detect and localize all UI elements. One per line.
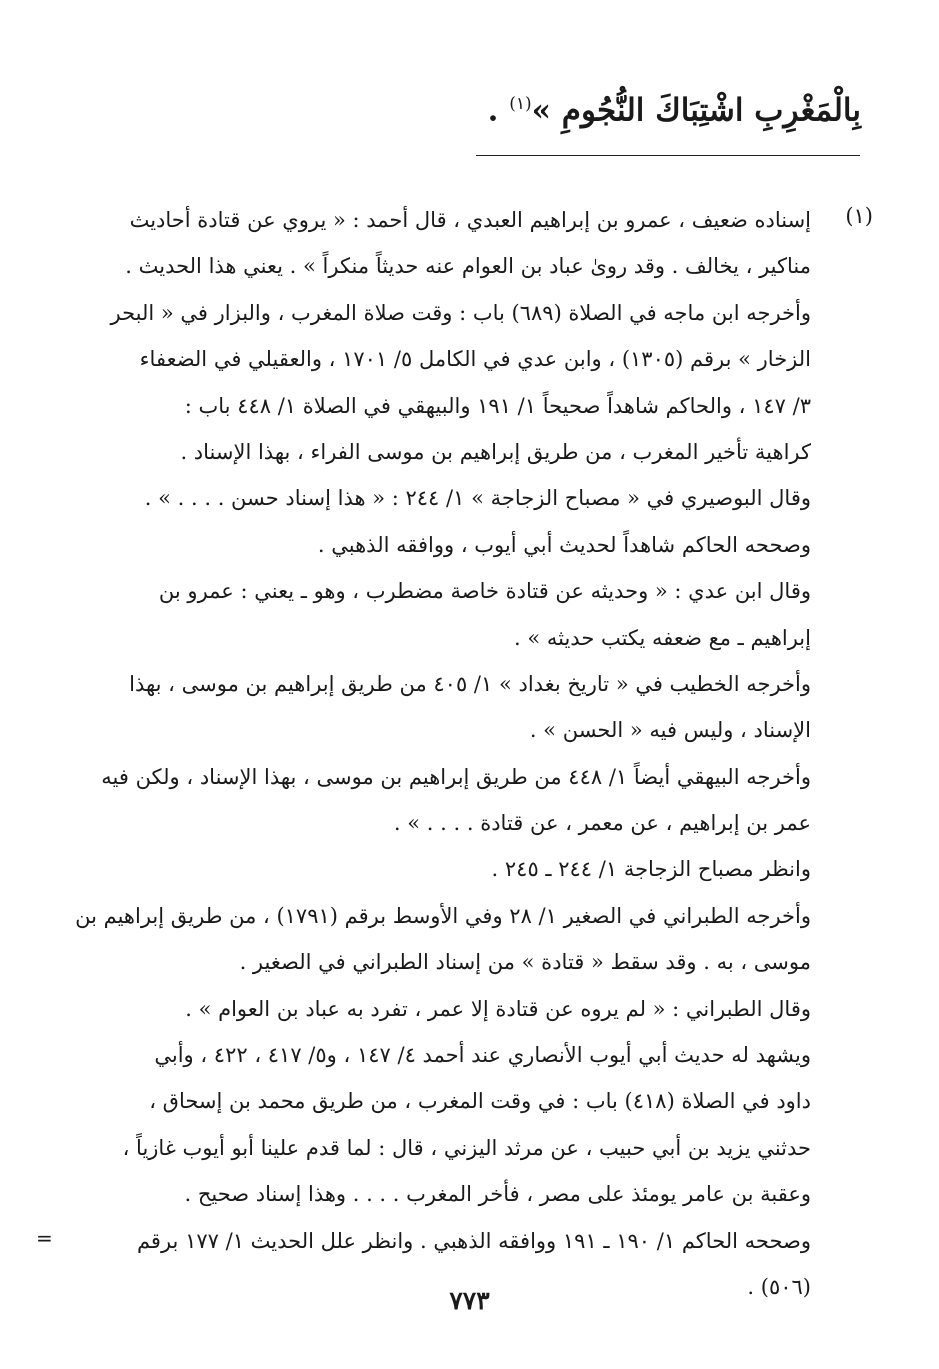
footnote-line: وقال الطبراني : « لم يروه عن قتادة إلا عمر ، تفرد به عباد بن العوام » . — [185, 996, 811, 1021]
footnote-line: كراهية تأخير المغرب ، من طريق إبراهيم بن موسى الفراء ، بهذا الإسناد . — [180, 439, 811, 464]
hadith-text-line — [141, 82, 861, 132]
footnote-line: عمر بن إبراهيم ، عن معمر ، عن قتادة . . . . » . — [393, 811, 811, 836]
footnote-line: الإسناد ، وليس فيه « الحسن » . — [529, 718, 811, 743]
footnote-reference: (١) — [509, 94, 532, 114]
hadith-text: بِالْمَغْرِبِ اشْتِبَاكَ النُّجُومِ » — [531, 92, 861, 129]
footnote-line: وأخرجه الخطيب في « تاريخ بغداد » ١/ ٤٠٥ من طريق إبراهيم بن موسى ، بهذا — [129, 671, 811, 696]
footnote-line: وصححه الحاكم ١/ ١٩٠ ـ ١٩١ ووافقه الذهبي . وانظر علل الحديث ١/ ١٧٧ برقم — [136, 1228, 811, 1253]
footnote-line: إبراهيم ـ مع ضعفه يكتب حديثه » . — [513, 625, 811, 650]
footnote-line: وأخرجه ابن ماجه في الصلاة (٦٨٩) باب : وقت صلاة المغرب ، والبزار في « البحر — [110, 300, 811, 325]
continuation-mark: = — [36, 1226, 53, 1250]
page-number: ٧٧٣ — [449, 1286, 490, 1315]
footnote-line: مناكير ، يخالف . وقد روىٰ عباد بن العوام عنه حديثاً منكراً » . يعني هذا الحديث . — [125, 254, 811, 279]
footnote-line: موسى ، به . وقد سقط « قتادة » من إسناد الطبراني في الصغير . — [239, 950, 811, 975]
footnote-line: وصححه الحاكم شاهداً لحديث أبي أيوب ، ووافقه الذهبي . — [317, 532, 811, 557]
hadith-text-end: . — [487, 92, 510, 129]
footnote-line: الزخار » برقم (١٣٠٥) ، وابن عدي في الكامل ٥/ ١٧٠١ ، والعقيلي في الضعفاء — [139, 347, 811, 372]
footnote-line: وعقبة بن عامر يومئذ على مصر ، فأخر المغرب . . . . وهذا إسناد صحيح . — [184, 1182, 811, 1207]
footnote-body — [62, 197, 811, 1310]
footnote-line: ٣/ ١٤٧ ، والحاكم شاهداً صحيحاً ١/ ١٩١ والبيهقي في الصلاة ١/ ٤٤٨ باب : — [184, 393, 811, 418]
footnote-line: وقال البوصيري في « مصباح الزجاجة » ١/ ٢٤٤ : « هذا إسناد حسن . . . . » . — [144, 486, 811, 511]
footnote-line: (٥٠٦) . — [747, 1274, 811, 1299]
footnote-line: وانظر مصباح الزجاجة ١/ ٢٤٤ ـ ٢٤٥ . — [491, 857, 811, 882]
footnote-line: وقال ابن عدي : « وحديثه عن قتادة خاصة مضطرب ، وهو ـ يعني : عمرو بن — [158, 579, 811, 604]
footnote-line: إسناده ضعيف ، عمرو بن إبراهيم العبدي ، قال أحمد : « يروي عن قتادة أحاديث — [129, 208, 811, 232]
footnote-line: وأخرجه البيهقي أيضاً ١/ ٤٤٨ من طريق إبراهيم بن موسى ، بهذا الإسناد ، ولكن فيه — [101, 764, 811, 789]
footnote-number: (١) — [845, 204, 873, 228]
footnote-divider — [476, 155, 860, 156]
footnote-line: ويشهد له حديث أبي أيوب الأنصاري عند أحمد ٤/ ١٤٧ ، و٥/ ٤١٧ ، ٤٢٢ ، وأبي — [154, 1043, 811, 1068]
footnote-line: حدثني يزيد بن أبي حبيب ، عن مرثد اليزني ، قال : لما قدم علينا أبو أيوب غازياً ، — [122, 1135, 811, 1160]
footnote-line: وأخرجه الطبراني في الصغير ١/ ٢٨ وفي الأوسط برقم (١٧٩١) ، من طريق إبراهيم بن — [75, 903, 811, 928]
footnote-line: داود في الصلاة (٤١٨) باب : في وقت المغرب ، من طريق محمد بن إسحاق ، — [149, 1089, 811, 1114]
